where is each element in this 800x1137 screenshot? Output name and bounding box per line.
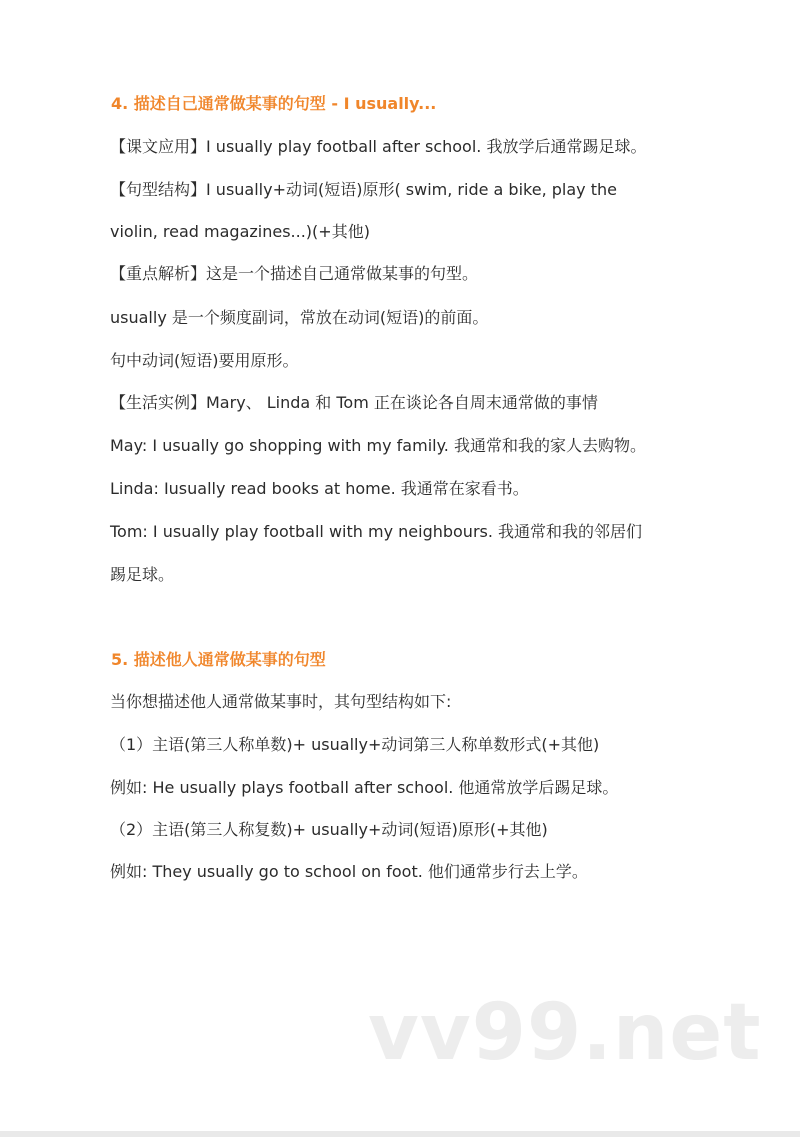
page-bottom-edge <box>0 1131 800 1137</box>
watermark: vv99.net <box>368 988 762 1078</box>
section-4-line: May: I usually go shopping with my family. 我通常和我的家人去购物。 <box>110 436 646 455</box>
section-4-line: usually 是一个频度副词，常放在动词(短语)的前面。 <box>110 308 489 327</box>
section-4-line: Tom: I usually play football with my neighbours. 我通常和我的邻居们 <box>110 522 643 541</box>
section-5-line: （1）主语(第三人称单数)+ usually+动词第三人称单数形式(+其他) <box>110 735 600 754</box>
section-4-line: violin, read magazines...)(+其他) <box>110 222 370 241</box>
section-4-line: 【重点解析】这是一个描述自己通常做某事的句型。 <box>110 264 479 283</box>
section-4-line: 踢足球。 <box>110 565 175 584</box>
section-4-line: 句中动词(短语)要用原形。 <box>110 351 299 370</box>
section-4-line: Linda: Iusually read books at home. 我通常在家看书。 <box>110 479 529 498</box>
section-4-line: 【生活实例】Mary、 Linda 和 Tom 正在谈论各自周末通常做的事情 <box>110 393 598 412</box>
section-5-line: 当你想描述他人通常做某事时，其句型结构如下: <box>110 692 452 711</box>
section-5-heading: 5. 描述他人通常做某事的句型 <box>111 650 326 669</box>
section-5-line: （2）主语(第三人称复数)+ usually+动词(短语)原形(+其他) <box>110 820 548 839</box>
section-4-heading: 4. 描述自己通常做某事的句型 - I usually... <box>111 94 437 113</box>
section-5-line: 例如: They usually go to school on foot. 他们通常步行去上学。 <box>110 862 588 881</box>
section-4-line: 【课文应用】I usually play football after school. 我放学后通常踢足球。 <box>110 137 647 156</box>
section-5-line: 例如: He usually plays football after school. 他通常放学后踢足球。 <box>110 778 619 797</box>
section-4-line: 【句型结构】I usually+动词(短语)原形( swim, ride a bike, play the <box>110 180 617 199</box>
